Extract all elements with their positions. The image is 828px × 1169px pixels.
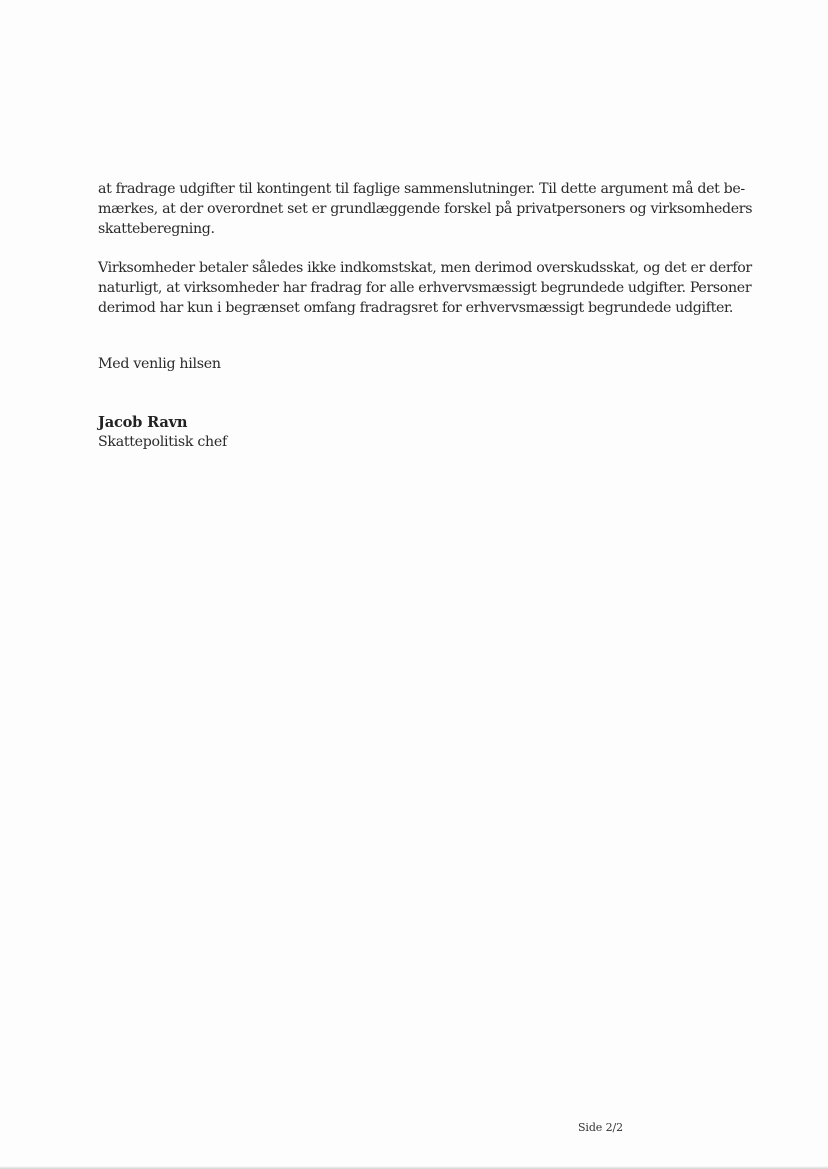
closing-salutation: Med venlig hilsen bbox=[98, 356, 221, 372]
page-number: Side 2/2 bbox=[578, 1121, 624, 1134]
signatory-title: Skattepolitisk chef bbox=[98, 434, 227, 450]
body-paragraph-2 bbox=[98, 259, 752, 318]
paragraph-line: derimod har kun i begrænset omfang fradragsret for erhvervsmæssigt begrundede udgifter. bbox=[98, 299, 734, 316]
paragraph-line: at fradrage udgifter til kontingent til faglige sammenslutninger. Til dette argument må det be- bbox=[98, 181, 745, 197]
paragraph-line: skatteberegning. bbox=[98, 220, 215, 237]
paragraph-line: naturligt, at virksomheder har fradrag for alle erhvervsmæssigt begrundede udgifter. Personer bbox=[98, 279, 752, 296]
signatory-name: Jacob Ravn bbox=[98, 414, 188, 431]
paragraph-line: Virksomheder betaler således ikke indkomstskat, men derimod overskudsskat, og det er derfor bbox=[98, 260, 752, 276]
paragraph-line: mærkes, at der overordnet set er grundlæggende forskel på privatpersoners og virksomheders bbox=[98, 200, 753, 217]
body-paragraph-1 bbox=[98, 180, 753, 239]
